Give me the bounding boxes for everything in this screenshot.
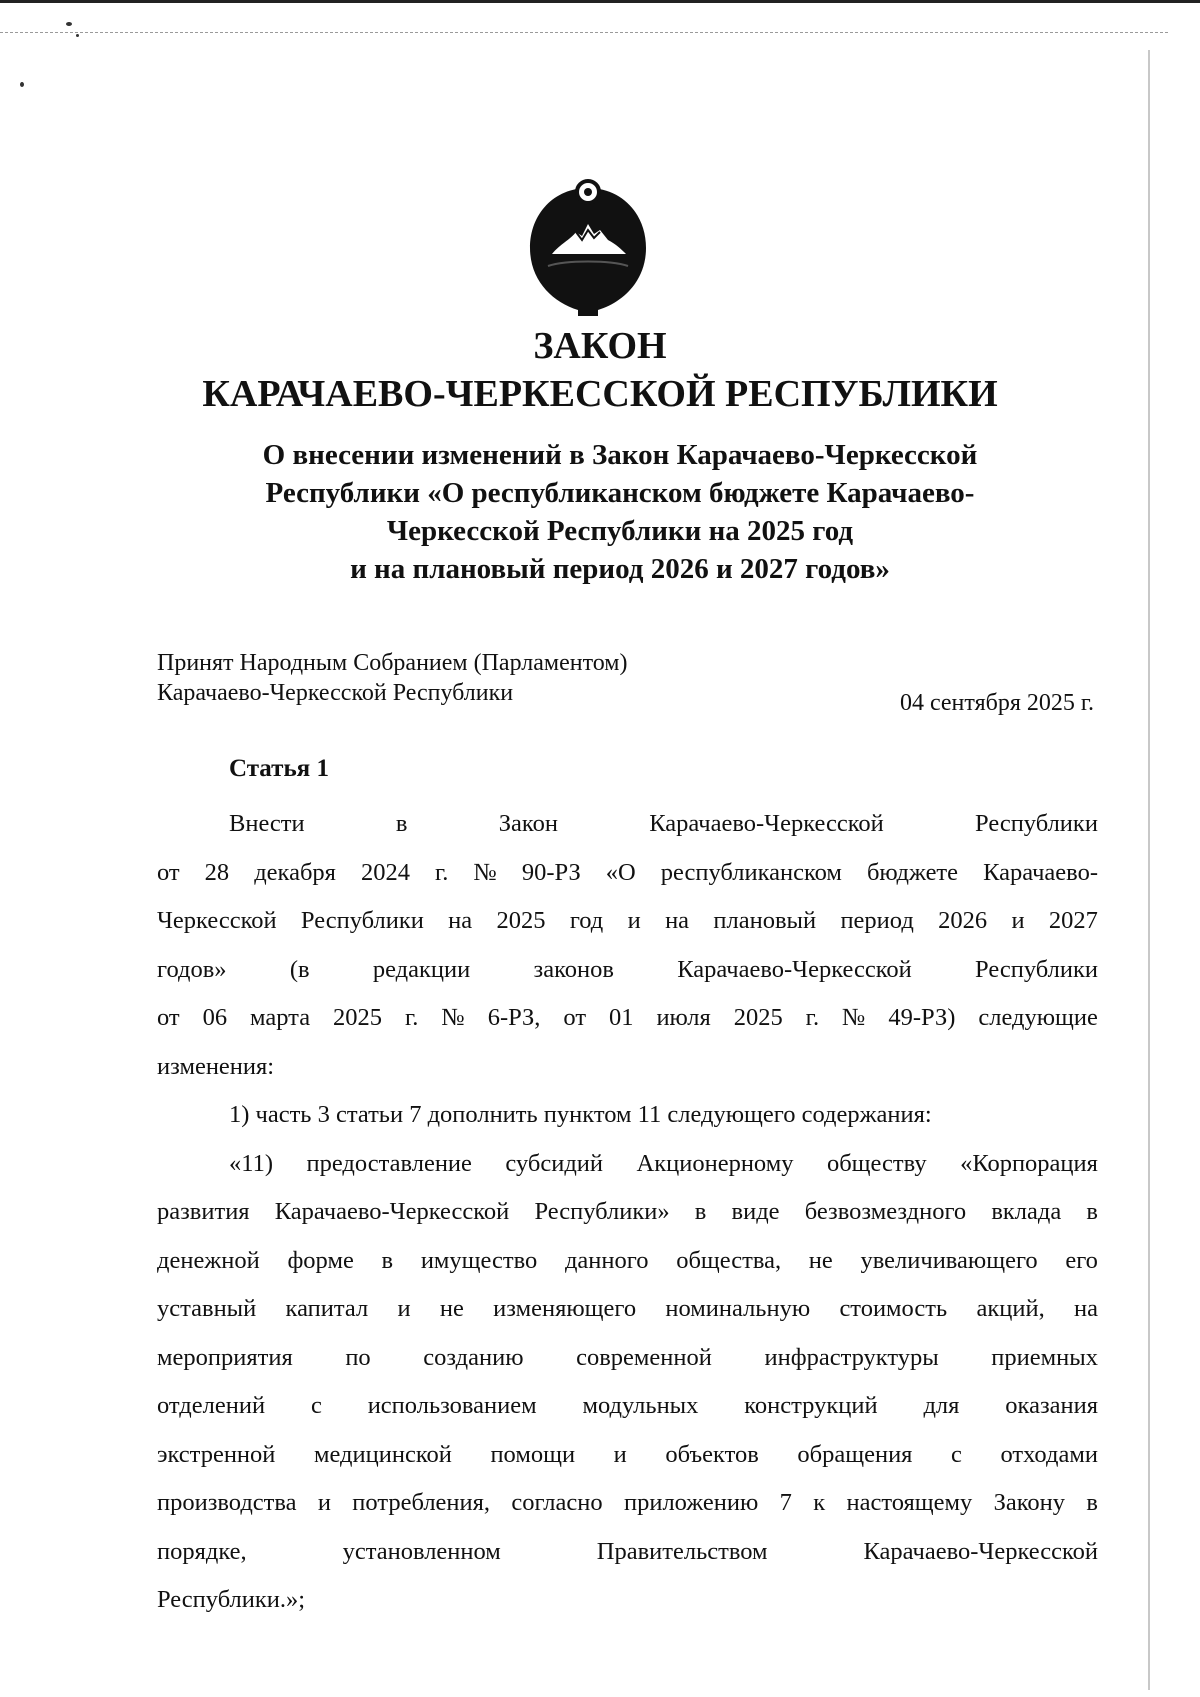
text-line <box>157 1091 1098 1140</box>
word: его <box>1065 1246 1098 1274</box>
word: экстренной <box>157 1440 276 1468</box>
word: Республики» <box>534 1198 670 1225</box>
word: от <box>157 858 180 886</box>
line-segment: Карачаево-Черкесской <box>677 955 912 983</box>
text-line <box>157 1043 1098 1092</box>
word: республиканском <box>660 858 842 886</box>
word: имущество <box>420 1246 538 1274</box>
article-body <box>157 800 1098 1625</box>
scan-border-top <box>0 0 1200 3</box>
article-heading: Статья 1 <box>229 755 329 782</box>
text-line <box>157 946 1098 995</box>
line-segment: годов» <box>157 955 227 983</box>
word: г. <box>805 1004 820 1031</box>
word: обращения <box>797 1440 913 1468</box>
word: 2027 <box>1048 907 1098 934</box>
word: 2026 <box>938 907 988 934</box>
line-segment: Закон <box>498 810 558 837</box>
word: и <box>317 1489 331 1516</box>
word: плановый <box>713 907 817 934</box>
line-segment: мероприятия <box>157 1343 293 1371</box>
word: производства <box>157 1489 297 1516</box>
line-segment: для <box>923 1392 960 1419</box>
word: согласно <box>511 1489 603 1516</box>
line-segment: порядке, <box>157 1537 247 1565</box>
line-segment: Правительством <box>596 1537 768 1565</box>
line-segment: модульных <box>582 1392 699 1419</box>
word: предоставление <box>306 1149 472 1177</box>
line-segment: Карачаево-Черкесской <box>863 1537 1098 1565</box>
line-segment: отделений <box>157 1392 266 1419</box>
scan-dashed-line <box>0 32 1168 33</box>
word: общества, <box>676 1246 782 1274</box>
line-segment: созданию <box>423 1343 524 1371</box>
word: 06 <box>202 1004 228 1031</box>
adoption-date: 04 сентября 2025 г. <box>899 690 1094 716</box>
word: Республики <box>300 907 424 934</box>
word: объектов <box>665 1440 759 1468</box>
subject-line: Республики «О республиканском бюджете Карачаево- <box>265 477 975 509</box>
word: в <box>694 1198 707 1225</box>
word: субсидий <box>505 1149 604 1177</box>
word: и <box>1011 907 1025 934</box>
line-segment: Республики.»; <box>157 1586 306 1613</box>
word: акций, <box>976 1295 1045 1322</box>
law-subject <box>150 436 1090 588</box>
subject-line: и на плановый период 2026 и 2027 годов» <box>350 553 890 585</box>
word: обществу <box>826 1149 927 1177</box>
word: от <box>563 1004 587 1031</box>
text-line <box>157 1334 1098 1383</box>
word: «Корпорация <box>960 1149 1098 1177</box>
line-segment: редакции <box>372 955 471 983</box>
law-title: ЗАКОН <box>533 325 667 367</box>
line-segment: использованием <box>367 1392 537 1419</box>
word: приложению <box>623 1489 759 1516</box>
line-segment: конструкций <box>744 1392 878 1419</box>
word: отходами <box>1000 1440 1098 1468</box>
line-segment: установленном <box>342 1537 501 1565</box>
word: № <box>842 1004 866 1031</box>
word: изменяющего <box>493 1295 637 1322</box>
word: развития <box>157 1198 250 1225</box>
word: «11) <box>229 1149 273 1177</box>
word: к <box>813 1489 826 1516</box>
line-segment: приемных <box>991 1343 1098 1371</box>
text-line <box>157 1285 1098 1334</box>
line-segment: современной <box>576 1343 712 1371</box>
word: июля <box>656 1004 711 1031</box>
word: не <box>808 1246 833 1274</box>
word: в <box>1086 1489 1098 1516</box>
word: Закону <box>993 1489 1065 1516</box>
text-line <box>157 1576 1098 1625</box>
word: следующие <box>978 1004 1098 1031</box>
word: на <box>665 907 690 934</box>
text-line <box>157 800 1098 849</box>
word: период <box>840 907 914 934</box>
word: не <box>439 1295 464 1322</box>
line-segment: Карачаево-Черкесской <box>649 810 884 837</box>
word: № <box>441 1004 465 1031</box>
word: капитал <box>285 1295 369 1322</box>
subject-line: О внесении изменений в Закон Карачаево-Черкесской <box>262 439 978 471</box>
text-line <box>157 994 1098 1043</box>
adoption-info <box>157 648 627 708</box>
scan-border-right <box>1148 50 1150 1690</box>
word: 90-РЗ <box>521 858 581 886</box>
text-line <box>157 1431 1098 1480</box>
word: декабря <box>254 858 336 886</box>
line-segment: законов <box>533 955 614 983</box>
word: Акционерному <box>636 1149 794 1177</box>
word: с <box>951 1440 962 1468</box>
word: вклада <box>991 1198 1062 1225</box>
word: марта <box>250 1004 311 1031</box>
word: 6-РЗ, <box>487 1004 541 1031</box>
word: на <box>448 907 473 934</box>
subject-line: Черкесской Республики на 2025 год <box>386 515 854 547</box>
line-segment: Республики <box>975 810 1098 837</box>
word: «О <box>605 858 636 886</box>
word: 2024 <box>360 858 410 886</box>
word: увеличивающего <box>860 1246 1038 1274</box>
text-line <box>157 1479 1098 1528</box>
text-line <box>157 1528 1098 1577</box>
word: 7 <box>779 1489 792 1516</box>
word: медицинской <box>313 1440 452 1468</box>
word: в <box>1086 1198 1098 1225</box>
word: № <box>473 858 497 886</box>
word: г. <box>435 858 449 886</box>
word: год <box>569 907 604 934</box>
text-line <box>157 1188 1098 1237</box>
adoption-line: Карачаево-Черкесской Республики <box>157 680 514 706</box>
word: номинальную <box>665 1295 811 1322</box>
word: бюджете <box>866 858 959 886</box>
text-line <box>157 1237 1098 1286</box>
word: стоимость <box>839 1295 948 1322</box>
line-segment: изменения: <box>157 1052 275 1080</box>
scan-speck <box>76 34 79 37</box>
scan-speck <box>66 22 72 26</box>
word: помощи <box>490 1440 576 1468</box>
word: 28 <box>204 858 230 886</box>
text-line <box>157 897 1098 946</box>
word: уставный <box>157 1295 257 1322</box>
word: 49-РЗ) <box>888 1004 956 1031</box>
word: виде <box>731 1198 780 1225</box>
word: и <box>627 907 641 934</box>
word: 2025 <box>333 1004 383 1031</box>
word: Черкесской <box>157 907 277 934</box>
word: и <box>613 1440 627 1468</box>
word: безвозмездного <box>804 1198 967 1225</box>
line-segment: 1) часть 3 статьи 7 дополнить пунктом 11 следующего содержания: <box>229 1101 932 1128</box>
word: потребления, <box>352 1489 491 1516</box>
adoption-line: Принят Народным Собранием (Парламентом) <box>157 650 628 676</box>
word: 01 <box>608 1004 634 1031</box>
word: данного <box>564 1246 649 1274</box>
word: 2025 <box>496 907 546 934</box>
word: и <box>397 1295 411 1322</box>
text-line <box>157 849 1098 898</box>
line-segment: с <box>310 1392 322 1419</box>
text-line <box>157 1382 1098 1431</box>
line-segment: Республики <box>975 955 1098 983</box>
word: Карачаево- <box>983 858 1098 886</box>
line-segment: по <box>345 1343 371 1371</box>
word: на <box>1074 1295 1098 1322</box>
word: от <box>157 1004 180 1031</box>
line-segment: Внести <box>229 810 305 837</box>
text-line <box>157 1140 1098 1189</box>
line-segment: в <box>395 810 408 837</box>
republic-name: КАРАЧАЕВО-ЧЕРКЕССКОЙ РЕСПУБЛИКИ <box>202 373 998 415</box>
word: г. <box>404 1004 419 1031</box>
line-segment: (в <box>289 955 310 983</box>
word: денежной <box>157 1246 260 1274</box>
word: 2025 <box>733 1004 783 1031</box>
word: настоящему <box>846 1489 973 1516</box>
coat-of-arms-icon <box>526 174 650 320</box>
line-segment: инфраструктуры <box>764 1343 939 1371</box>
word: форме <box>287 1246 354 1274</box>
word: в <box>381 1246 394 1274</box>
line-segment: оказания <box>1005 1392 1098 1419</box>
word: Карачаево-Черкесской <box>274 1198 510 1225</box>
scan-speck <box>20 82 24 87</box>
